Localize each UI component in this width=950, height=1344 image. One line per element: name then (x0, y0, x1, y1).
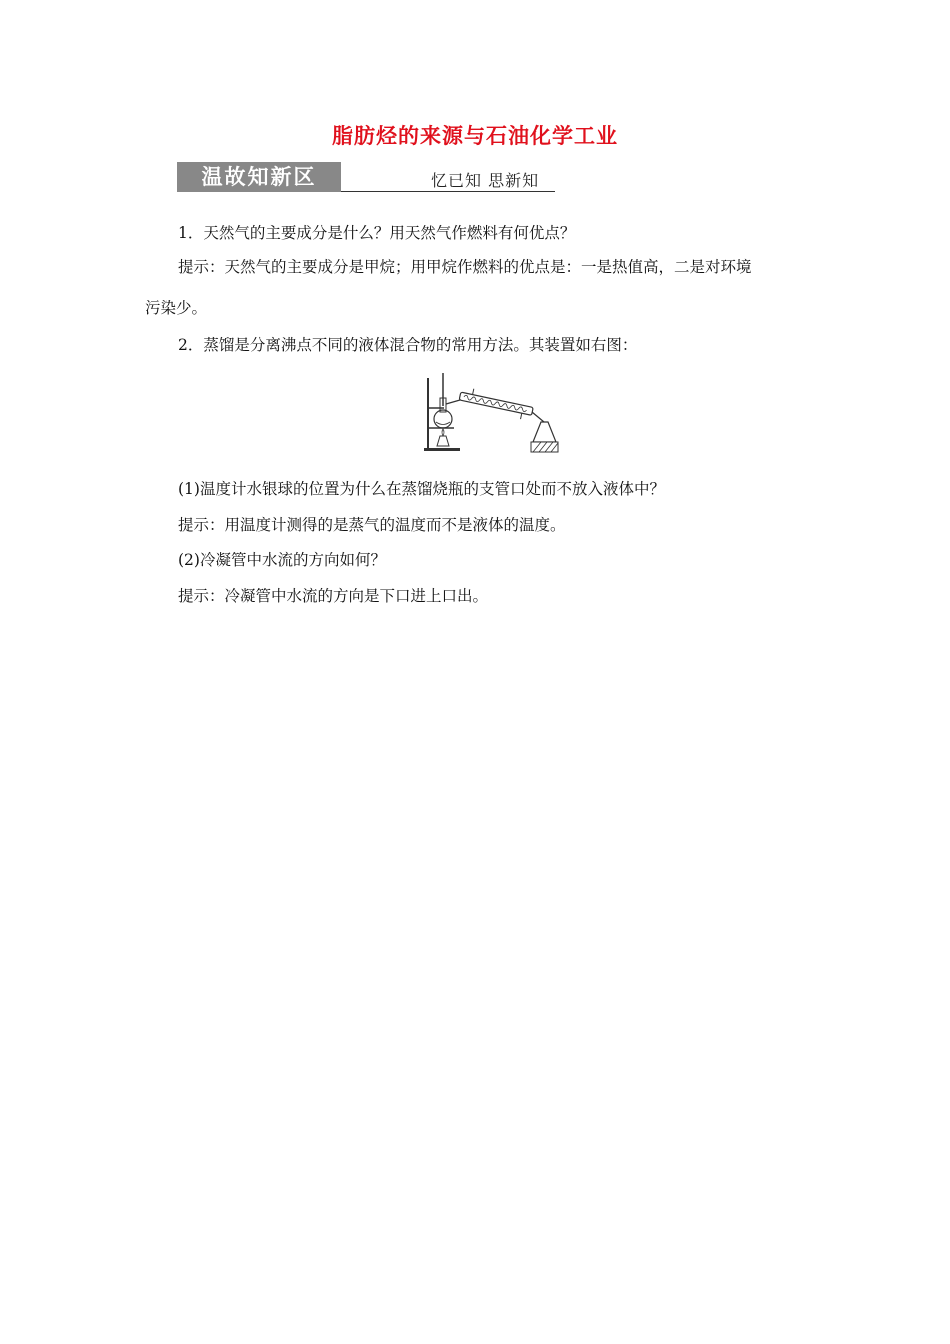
distillation-flask (434, 410, 452, 428)
section-banner-label: 温故知新区 (177, 162, 341, 192)
flask-side-arm (446, 400, 460, 404)
page-title: 脂肪烃的来源与石油化学工业 (332, 124, 618, 148)
section-banner (177, 162, 555, 194)
adapter (532, 412, 544, 422)
answer-2-1: 提示：用温度计测得的是蒸气的温度而不是液体的温度。 (178, 516, 566, 534)
banner-underline (341, 191, 555, 192)
distillation-apparatus-figure (420, 370, 560, 455)
stand-base (424, 448, 460, 451)
question-2: 2．蒸馏是分离沸点不同的液体混合物的常用方法。其装置如右图： (178, 336, 638, 354)
condenser (458, 386, 535, 421)
question-2-1: (1)温度计水银球的位置为什么在蒸馏烧瓶的支管口处而不放入液体中？ (178, 480, 665, 498)
question-1: 1．天然气的主要成分是什么？用天然气作燃料有何优点？ (178, 224, 576, 242)
answer-2-2: 提示：冷凝管中水流的方向是下口进上口出。 (178, 587, 489, 605)
answer-1-line-1: 提示：天然气的主要成分是甲烷；用甲烷作燃料的优点是：一是热值高，二是对环境 (178, 258, 752, 276)
answer-1-line-2: 污染少。 (145, 299, 208, 317)
alcohol-lamp (437, 436, 449, 446)
question-2-2: (2)冷凝管中水流的方向如何？ (178, 551, 386, 569)
support-block (531, 442, 558, 452)
receiving-flask (533, 422, 556, 442)
section-banner-subtitle: 忆已知 思新知 (431, 171, 540, 190)
